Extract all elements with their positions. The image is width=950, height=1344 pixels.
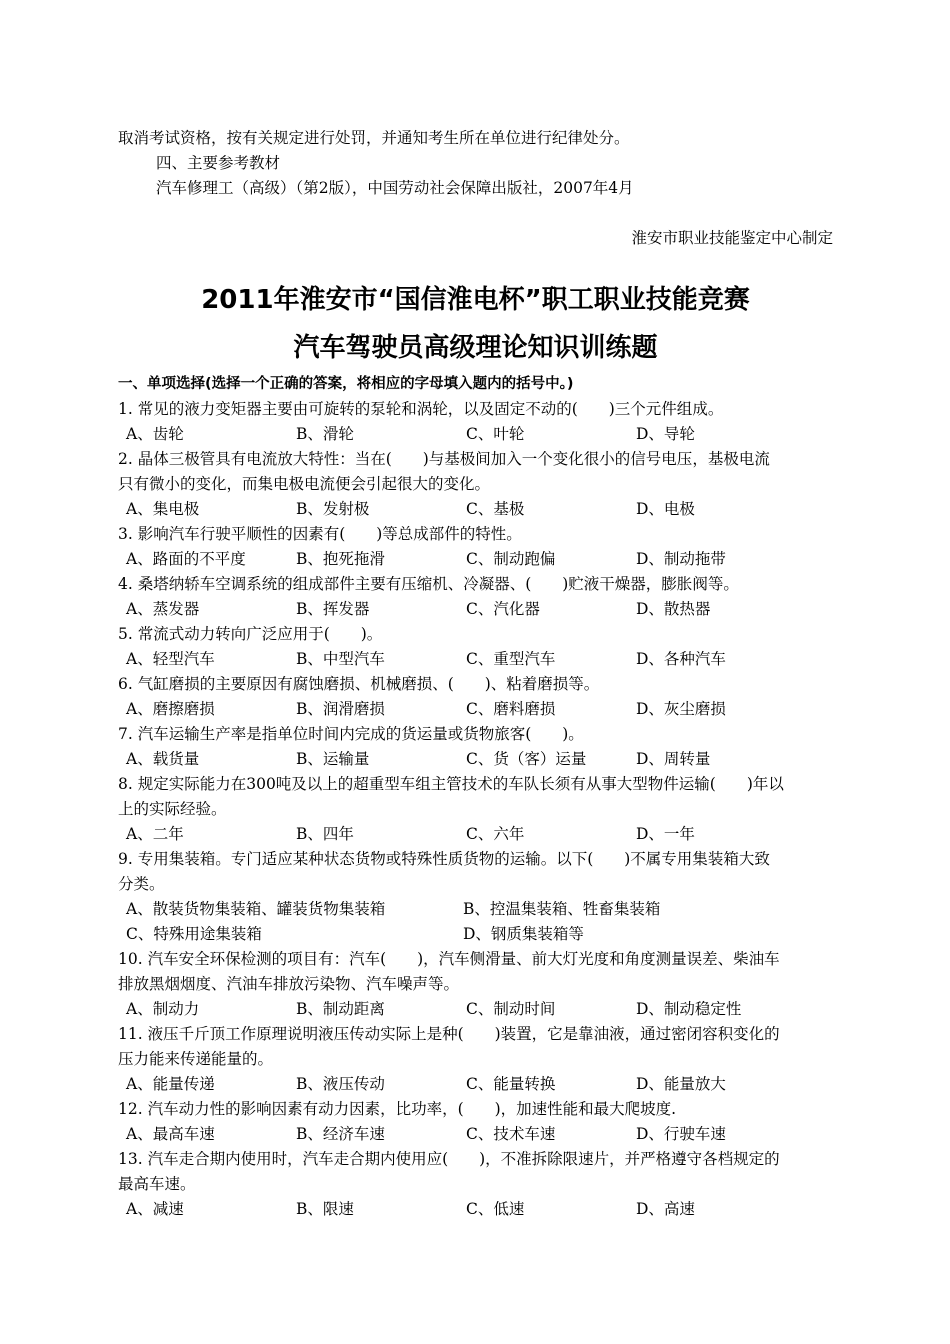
option-b: B、运输量 — [296, 750, 370, 768]
options-row — [118, 897, 833, 922]
option-a: A、齿轮 — [126, 425, 184, 443]
option-b: B、限速 — [296, 1200, 354, 1218]
question-text: 分类。 — [118, 875, 165, 893]
option-a: A、磨擦磨损 — [126, 700, 215, 718]
option-b: B、发射极 — [296, 500, 370, 518]
option-a: A、载货量 — [126, 750, 200, 768]
question-6 — [118, 672, 833, 722]
spacer — [118, 201, 833, 226]
question-1 — [118, 397, 833, 447]
title-2: 汽车驾驶员高级理论知识训练题 — [293, 333, 658, 363]
title-1: 2011年淮安市“国信淮电杯”职工职业技能竞赛 — [201, 285, 750, 315]
option-c: C、制动跑偏 — [466, 550, 556, 568]
option-b: B、经济车速 — [296, 1125, 385, 1143]
question-10 — [118, 947, 833, 1022]
option-a: A、减速 — [126, 1200, 184, 1218]
options-row — [118, 1122, 833, 1147]
option-b: B、润滑磨损 — [296, 700, 385, 718]
option-d: D、导轮 — [636, 425, 695, 443]
options-row — [118, 922, 833, 947]
question-text: 11. 液压千斤顶工作原理说明液压传动实际上是种( )装置，它是靠油液，通过密闭容积变化的 — [118, 1025, 780, 1043]
question-text: 压力能来传递能量的。 — [118, 1050, 274, 1068]
options-row — [118, 647, 833, 672]
option-a: A、路面的不平度 — [126, 550, 246, 568]
question-text: 最高车速。 — [118, 1175, 196, 1193]
option-c: C、货（客）运量 — [466, 750, 587, 768]
option-b: B、挥发器 — [296, 600, 370, 618]
option-b: B、滑轮 — [296, 425, 354, 443]
question-7 — [118, 722, 833, 772]
question-text: 6. 气缸磨损的主要原因有腐蚀磨损、机械磨损、( )、粘着磨损等。 — [118, 675, 600, 693]
options-row — [118, 597, 833, 622]
header-line-3: 汽车修理工（高级）（第2版），中国劳动社会保障出版社，2007年4月 — [156, 179, 634, 197]
options-row — [118, 997, 833, 1022]
question-12 — [118, 1097, 833, 1147]
option-c: C、技术车速 — [466, 1125, 556, 1143]
options-row — [118, 1072, 833, 1097]
options-row — [118, 697, 833, 722]
option-a: A、蒸发器 — [126, 600, 200, 618]
option-a: A、轻型汽车 — [126, 650, 215, 668]
question-text: 2. 晶体三极管具有电流放大特性：当在( )与基极间加入一个变化很小的信号电压，基极电流 — [118, 450, 770, 468]
question-11 — [118, 1022, 833, 1097]
option-c: C、重型汽车 — [466, 650, 556, 668]
option-c: C、能量转换 — [466, 1075, 556, 1093]
option-d: D、电极 — [636, 500, 695, 518]
option-d: D、各种汽车 — [636, 650, 726, 668]
question-text: 只有微小的变化，而集电极电流便会引起很大的变化。 — [118, 475, 491, 493]
header-line-2: 四、主要参考教材 — [156, 154, 281, 172]
option-a: A、二年 — [126, 825, 184, 843]
option-d: D、周转量 — [636, 750, 711, 768]
option-c: C、基极 — [466, 500, 525, 518]
question-list — [118, 397, 833, 1222]
option-b: B、四年 — [296, 825, 354, 843]
options-row — [118, 547, 833, 572]
option-c: C、六年 — [466, 825, 525, 843]
option-d: D、灰尘磨损 — [636, 700, 726, 718]
option-a: A、制动力 — [126, 1000, 200, 1018]
question-text: 12. 汽车动力性的影响因素有动力因素，比功率，( )，加速性能和最大爬坡度. — [118, 1100, 677, 1118]
option-d: D、散热器 — [636, 600, 711, 618]
option-a: A、能量传递 — [126, 1075, 215, 1093]
question-text: 排放黑烟烟度、汽油车排放污染物、汽车噪声等。 — [118, 975, 460, 993]
option-c: C、汽化器 — [466, 600, 540, 618]
question-text: 7. 汽车运输生产率是指单位时间内完成的货运量或货物旅客( )。 — [118, 725, 584, 743]
option-d: D、行驶车速 — [636, 1125, 726, 1143]
question-text: 3. 影响汽车行驶平顺性的因素有( )等总成部件的特性。 — [118, 525, 522, 543]
options-row — [118, 822, 833, 847]
question-13 — [118, 1147, 833, 1222]
options-row — [118, 422, 833, 447]
option-d: D、一年 — [636, 825, 695, 843]
question-text: 9. 专用集装箱。专门适应某种状态货物或特殊性质货物的运输。以下( )不属专用集装箱大致 — [118, 850, 770, 868]
spacer — [118, 251, 833, 276]
option-c: C、磨料磨损 — [466, 700, 556, 718]
question-text: 8. 规定实际能力在300吨及以上的超重型车组主管技术的车队长须有从事大型物件运输( )年以 — [118, 775, 784, 793]
option-a: A、集电极 — [126, 500, 200, 518]
question-text: 4. 桑塔纳轿车空调系统的组成部件主要有压缩机、冷凝器、( )贮液干燥器，膨胀阀等。 — [118, 575, 739, 593]
question-9 — [118, 847, 833, 947]
question-5 — [118, 622, 833, 672]
option-b: B、中型汽车 — [296, 650, 385, 668]
option-c: C、制动时间 — [466, 1000, 556, 1018]
option-b: B、制动距离 — [296, 1000, 385, 1018]
option-a: A、最高车速 — [126, 1125, 215, 1143]
header-line-1: 取消考试资格，按有关规定进行处罚，并通知考生所在单位进行纪律处分。 — [118, 129, 630, 147]
option-c: C、低速 — [466, 1200, 525, 1218]
option-d: D、高速 — [636, 1200, 695, 1218]
document-content — [118, 126, 833, 1222]
option-b: B、液压传动 — [296, 1075, 385, 1093]
option-c: C、叶轮 — [466, 425, 525, 443]
option-d: D、制动稳定性 — [636, 1000, 742, 1018]
question-text: 上的实际经验。 — [118, 800, 227, 818]
options-row — [118, 497, 833, 522]
question-text: 5. 常流式动力转向广泛应用于( )。 — [118, 625, 383, 643]
option-b: B、抱死拖滑 — [296, 550, 385, 568]
question-2 — [118, 447, 833, 522]
question-8 — [118, 772, 833, 847]
option-d: D、能量放大 — [636, 1075, 726, 1093]
option-d: D、钢质集装箱等 — [463, 925, 584, 943]
option-b: B、控温集装箱、牲畜集装箱 — [463, 900, 661, 918]
signature: 淮安市职业技能鉴定中心制定 — [631, 229, 833, 247]
option-c: C、特殊用途集装箱 — [126, 925, 262, 943]
options-row — [118, 747, 833, 772]
question-text: 13. 汽车走合期内使用时，汽车走合期内使用应( )，不准拆除限速片，并严格遵守各档规定的 — [118, 1150, 780, 1168]
option-a: A、散装货物集装箱、罐装货物集装箱 — [126, 900, 386, 918]
question-text: 10. 汽车安全环保检测的项目有：汽车( )，汽车侧滑量、前大灯光度和角度测量误差、柴油车 — [118, 950, 780, 968]
options-row — [118, 1197, 833, 1222]
question-text: 1. 常见的液力变矩器主要由可旋转的泵轮和涡轮，以及固定不动的( )三个元件组成。 — [118, 400, 724, 418]
option-d: D、制动拖带 — [636, 550, 726, 568]
question-4 — [118, 572, 833, 622]
section-heading: 一、单项选择(选择一个正确的答案，将相应的字母填入题内的括号中。) — [118, 376, 574, 392]
question-3 — [118, 522, 833, 572]
